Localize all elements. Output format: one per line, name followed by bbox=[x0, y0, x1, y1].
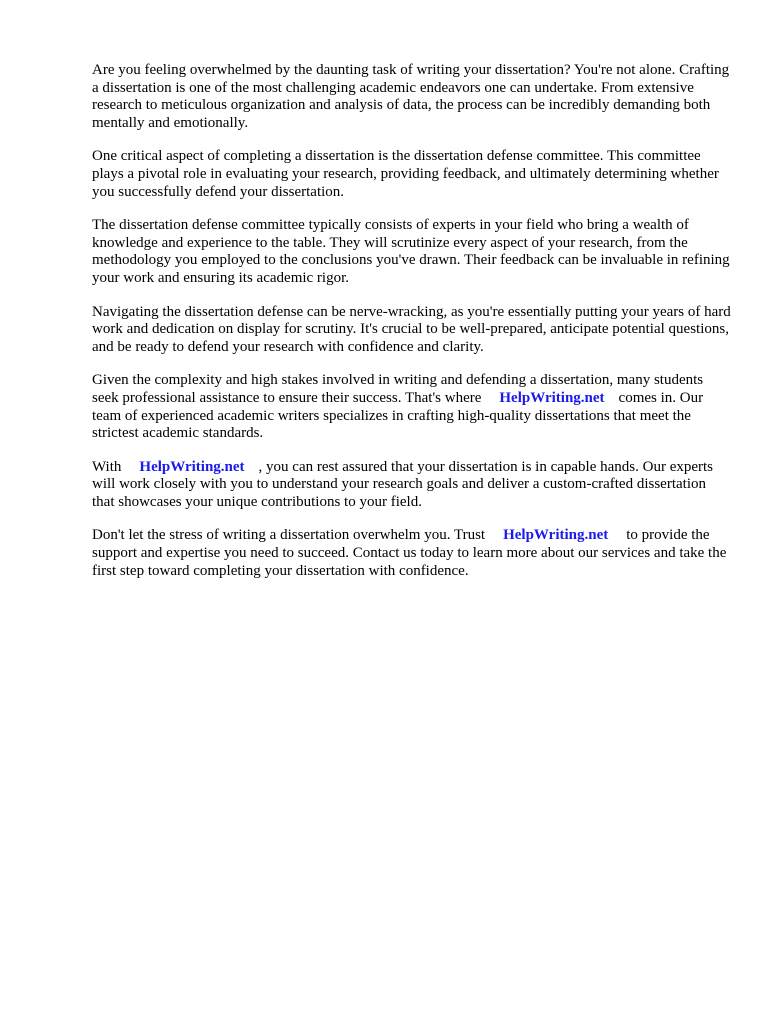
paragraph-capable-hands bbox=[92, 459, 732, 512]
paragraph-text-before-link: Don't let the stress of writing a dissertation overwhelm you. Trust bbox=[92, 527, 486, 544]
paragraph-committee-role: One critical aspect of completing a dissertation is the dissertation defense committee. This committee plays a pivotal role in evaluating your research, providing feedback, and ultimately determining whether you successfully defend your dissertation. bbox=[92, 148, 719, 200]
helpwriting-link[interactable]: HelpWriting.net bbox=[139, 458, 245, 475]
paragraph-intro: Are you feeling overwhelmed by the daunting task of writing your dissertation? You're not alone. Crafting a dissertation is one of the most challenging academic endeavors one can undertake. From extensive research to meticulous organization and analysis of data, the process can be incredibly demanding both mentally and emotionally. bbox=[92, 62, 730, 131]
paragraph-professional-help bbox=[92, 372, 732, 442]
helpwriting-link[interactable]: HelpWriting.net bbox=[503, 527, 609, 544]
paragraph-text-after-link: to provide the support and expertise you need to succeed. Contact us today to learn more about our services and take the first step toward completing your dissertation with confidence. bbox=[92, 527, 727, 579]
paragraph-text-after-link: , you can rest assured that your dissertation is in capable hands. Our experts will work closely with you to understand your research goals and deliver a custom-crafted dissertation that showcases your unique contributions to your field. bbox=[92, 458, 714, 510]
document-page bbox=[92, 62, 732, 596]
helpwriting-link[interactable]: HelpWriting.net bbox=[499, 389, 605, 406]
paragraph-text-before-link: Given the complexity and high stakes involved in writing and defending a dissertation, many students seek professional assistance to ensure their success. That's where bbox=[92, 372, 704, 406]
paragraph-committee-members: The dissertation defense committee typically consists of experts in your field who bring a wealth of knowledge and experience to the table. They will scrutinize every aspect of your research, from the methodology you employed to the conclusions you've drawn. Their feedback can be invaluable in refining your work and ensuring its academic rigor. bbox=[92, 217, 730, 286]
paragraph-defense-nerves: Navigating the dissertation defense can be nerve-wracking, as you're essentially putting your years of hard work and dedication on display for scrutiny. It's crucial to be well-prepared, anticipate potential questions, and be ready to defend your research with confidence and clarity. bbox=[92, 303, 731, 355]
paragraph-text-after-link: comes in. Our team of experienced academic writers specializes in crafting high-quality dissertations that meet the strictest academic standards. bbox=[92, 389, 704, 442]
paragraph-call-to-action bbox=[92, 527, 732, 580]
paragraph-text-before-link: With bbox=[92, 458, 122, 475]
